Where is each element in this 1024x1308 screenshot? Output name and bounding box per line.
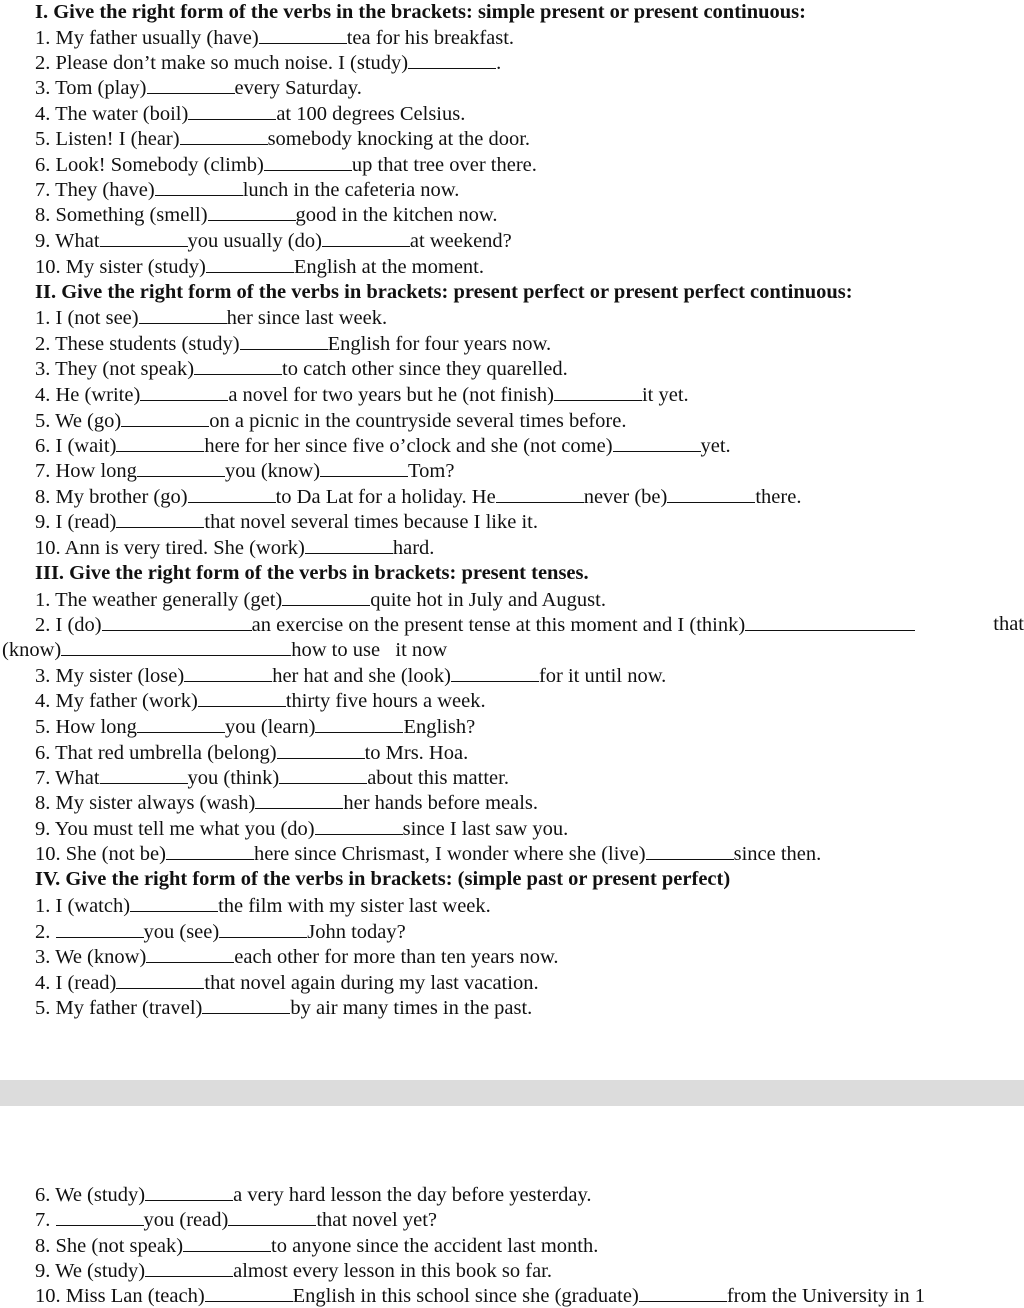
exercise-item: 6. I (wait) here for her since five o’clock and she (not come) yet.	[35, 435, 731, 457]
exercise-item: 4. The water (boil) at 100 degrees Celsius.	[35, 103, 466, 125]
exercise-item: 6. That red umbrella (belong) to Mrs. Hoa.	[35, 742, 469, 764]
exercise-item: 3. Tom (play) every Saturday.	[35, 77, 362, 99]
exercise-item: 6. Look! Somebody (climb) up that tree over there.	[35, 154, 537, 176]
section-4-heading: IV. Give the right form of the verbs in brackets: (simple past or present perfect)	[35, 868, 731, 890]
exercise-item: 4. I (read) that novel again during my last vacation.	[35, 972, 539, 994]
exercise-item: 1. The weather generally (get) quite hot in July and August.	[35, 589, 606, 611]
exercise-item: 10. My sister (study) English at the moment.	[35, 256, 484, 278]
exercise-item: 2. I (do) an exercise on the present tense at this moment and I (think) that	[35, 613, 1024, 636]
exercise-item: 10. She (not be) here since Chrismast, I wonder where she (live) since then.	[35, 843, 822, 865]
exercise-item: 2. Please don’t make so much noise. I (study) .	[35, 52, 502, 74]
exercise-item: 7. They (have) lunch in the cafeteria now.	[35, 179, 460, 201]
exercise-item: 4. My father (work) thirty five hours a week.	[35, 690, 486, 712]
section-1-heading: I. Give the right form of the verbs in the brackets: simple present or present continuous:	[35, 1, 806, 23]
exercise-item: 5. My father (travel) by air many times in the past.	[35, 997, 533, 1019]
exercise-item: 10. Ann is very tired. She (work) hard.	[35, 537, 435, 559]
exercise-item: 1. I (watch) the film with my sister last week.	[35, 895, 491, 917]
worksheet-page-2	[0, 1178, 1024, 1308]
exercise-item: 7. How long you (know) Tom?	[35, 460, 455, 482]
exercise-item: 2. These students (study) English for four years now.	[35, 333, 552, 355]
section-2-heading: II. Give the right form of the verbs in brackets: present perfect or present perfect continuous:	[35, 281, 853, 303]
exercise-item: 8. My sister always (wash) her hands before meals.	[35, 792, 539, 814]
exercise-item: 5. We (go) on a picnic in the countryside several times before.	[35, 410, 627, 432]
exercise-item: 9. We (study) almost every lesson in this book so far.	[35, 1260, 552, 1282]
section-3-heading: III. Give the right form of the verbs in brackets: present tenses.	[35, 562, 589, 584]
exercise-item: 3. We (know) each other for more than ten years now.	[35, 946, 559, 968]
exercise-item: 1. My father usually (have) tea for his breakfast.	[35, 27, 515, 49]
exercise-item: 6. We (study) a very hard lesson the day before yesterday.	[35, 1184, 592, 1206]
exercise-item: 9. I (read) that novel several times because I like it.	[35, 511, 538, 533]
exercise-item: 5. Listen! I (hear) somebody knocking at the door.	[35, 128, 531, 150]
exercise-item: 9. What you usually (do) at weekend?	[35, 230, 512, 252]
exercise-item: 1. I (not see) her since last week.	[35, 307, 388, 329]
exercise-item: 3. They (not speak) to catch other since they quarelled.	[35, 358, 568, 380]
exercise-item: 4. He (write) a novel for two years but he (not finish) it yet.	[35, 384, 689, 406]
exercise-item: 8. Something (smell) good in the kitchen now.	[35, 204, 498, 226]
exercise-item: 7. you (read) that novel yet?	[35, 1209, 437, 1231]
exercise-item: 8. She (not speak) to anyone since the accident last month.	[35, 1235, 599, 1257]
exercise-item-continuation: (know) how to use it now	[2, 639, 448, 661]
exercise-item: 7. What you (think) about this matter.	[35, 767, 509, 789]
exercise-item: 9. You must tell me what you (do) since I last saw you.	[35, 818, 569, 840]
exercise-item: 3. My sister (lose) her hat and she (look) for it until now.	[35, 665, 667, 687]
exercise-item: 5. How long you (learn) English?	[35, 716, 476, 738]
exercise-item: 2. you (see) John today?	[35, 921, 406, 943]
exercise-item: 10. Miss Lan (teach) English in this school since she (graduate) from the University in 1	[35, 1285, 925, 1307]
page-break-separator	[0, 1080, 1024, 1106]
exercise-item: 8. My brother (go) to Da Lat for a holiday. He never (be) there.	[35, 486, 802, 508]
